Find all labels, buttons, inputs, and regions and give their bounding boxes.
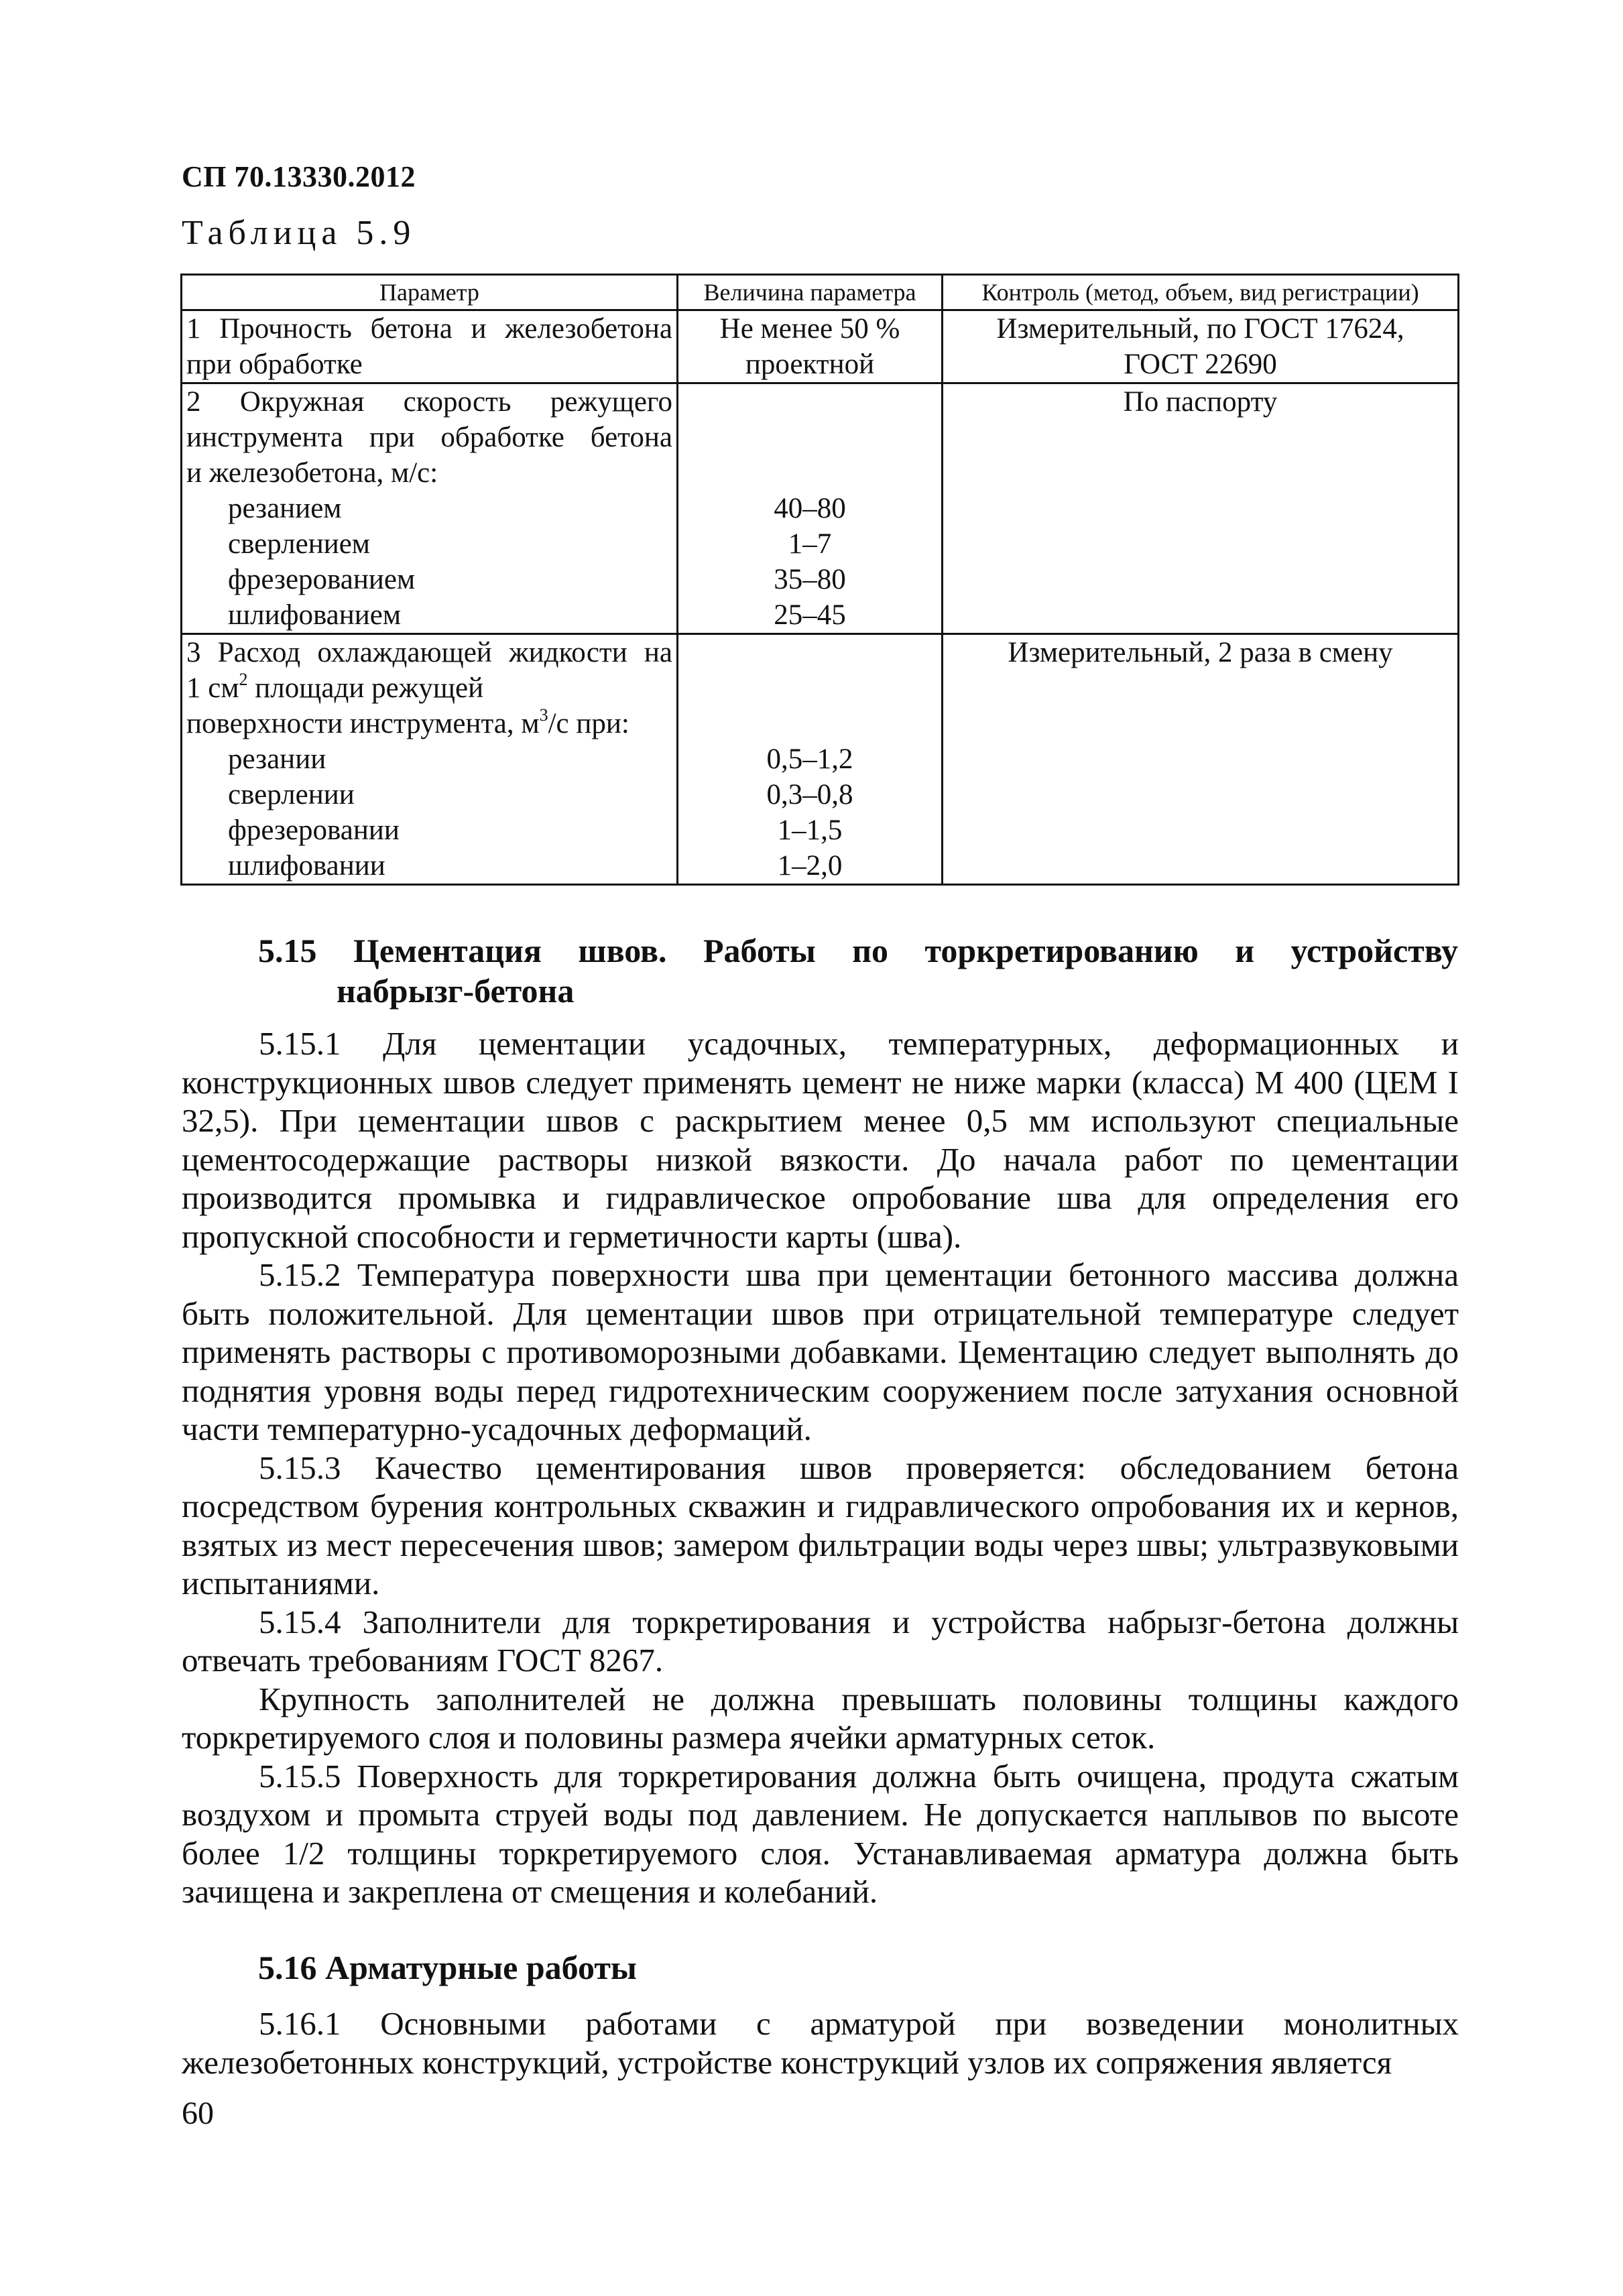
row3-param-line2: 1 $см^2$ площади режущей [186,670,484,704]
row2-item-label: фрезерованием [228,564,416,595]
row3-item-value: 1–2,0 [777,850,843,882]
row3-item-value: 0,5–1,2 [766,743,853,775]
row3-item-label: резании [228,743,326,775]
row1-param-line1: 1 Прочность бетона и железобетона [186,313,672,345]
header-value: Величина параметра [678,275,943,310]
paragraph: 5.15.4 Заполнители для торкретирования и устройства набрызг-бетона должны отвечать требованиям ГОСТ 8267. [182,1603,1459,1679]
row2-item-label: резанием [228,493,342,524]
row3-parameter [182,634,678,885]
paragraph: 5.15.3 Качество цементирования швов проверяется: обследованием бетона посредством бурения контрольных скважин и гидравлического опробования их и кернов, взятых из мест пересечения швов; замером фильтрации воды через швы; ультразвуковыми испытаниями. [182,1449,1459,1602]
row2-parameter [182,383,678,634]
row2-item-value: 1–7 [788,528,832,560]
row2-item-label: сверлением [228,528,371,560]
row2-item-label: шлифованием [228,599,402,631]
table-header-row [182,275,1459,310]
parameters-table [180,274,1459,886]
row3-item-label: сверлении [228,779,355,810]
row1-control-line1: Измерительный, по ГОСТ 17624, [996,313,1404,345]
row1-param-line2: при обработке [186,349,363,380]
table-caption: Таблица 5.9 [182,214,416,252]
row3-param-line1: 3 Расход охлаждающей жидкости на [186,637,672,668]
paragraph: 5.15.2 Температура поверхности шва при цементации бетонного массива должна быть положительной. Для цементации швов при отрицательной температуре следует применять растворы с противоморозными добавками. Цементацию следует выполнять до поднятия уровня воды перед гидротехническим сооружением после затухания основной части температурно-усадочных деформаций. [182,1256,1459,1447]
row2-item-value: 35–80 [774,564,846,595]
row3-control [943,634,1459,885]
paragraph: 5.15.5 Поверхность для торкретирования должна быть очищена, продута сжатым воздухом и промыта струей воды под давлением. Не допускается наплывов по высоте более 1/2 толщины торкретируемого слоя. Устанавливаемая арматура должна быть зачищена и закреплена от смещения и колебаний. [182,1757,1459,1910]
paragraph: 5.16.1 Основными работами с арматурой при возведении монолитных железобетонных конструкций, устройстве конструкций узлов их сопряжения является [182,2005,1459,2081]
section-516-heading: 5.16 Арматурные работы [258,1949,637,1986]
row2-item-value: 25–45 [774,599,846,631]
row3-value [678,634,943,885]
row1-value [678,310,943,383]
section-515-heading [258,930,1458,1011]
row3-item-label: фрезеровании [228,814,400,846]
row3-param-line3: поверхности инструмента, $м^3/с$ при: [186,705,629,739]
row2-param-line2: инструмента при обработке бетона [186,422,672,453]
row2-value [678,383,943,634]
row3-control-text: Измерительный, 2 раза в смену [1008,637,1393,668]
section-516-body [182,2004,1459,2081]
row2-control [943,383,1459,634]
row3-item-value: 1–1,5 [777,814,843,846]
header-parameter: Параметр [182,275,678,310]
section-515-heading-line2: набрызг-бетона [337,972,575,1010]
row2-param-line1: 2 Окружная скорость режущего [186,386,672,418]
row2-control-text: По паспорту [1123,386,1278,418]
paragraph: Крупность заполнителей не должна превышать половины толщины каждого торкретируемого слоя и половины размера ячейки арматурных сеток. [182,1680,1459,1756]
row2-param-line3: и железобетона, м/с: [186,457,438,489]
page-number: 60 [182,2096,214,2131]
section-515-body [182,1024,1459,1911]
row1-parameter [182,310,678,383]
table-row [182,634,1459,885]
table-row [182,383,1459,634]
header-control: Контроль (метод, объем, вид регистрации) [943,275,1459,310]
table-row [182,310,1459,383]
row1-value-line1: Не менее 50 % [719,313,900,345]
row1-control-line2: ГОСТ 22690 [1124,349,1277,380]
paragraph: 5.15.1 Для цементации усадочных, температурных, деформационных и конструкционных швов следует применять цемент не ниже марки (класса) М 400 (ЦЕМ I 32,5). При цементации швов с раскрытием менее 0,5 мм используют специальные цементосодержащие растворы низкой вязкости. До начала работ по цементации производится промывка и гидравлическое опробование шва для определения его пропускной способности и герметичности карты (шва). [182,1025,1459,1255]
row1-control [943,310,1459,383]
document-code: СП 70.13330.2012 [182,160,416,193]
row2-item-value: 40–80 [774,493,846,524]
row1-value-line2: проектной [745,349,875,380]
row3-item-value: 0,3–0,8 [766,779,853,810]
section-515-heading-line1: 5.15 Цементация швов. Работы по торкретированию и устройству [258,932,1458,969]
row3-item-label: шлифовании [228,850,385,882]
